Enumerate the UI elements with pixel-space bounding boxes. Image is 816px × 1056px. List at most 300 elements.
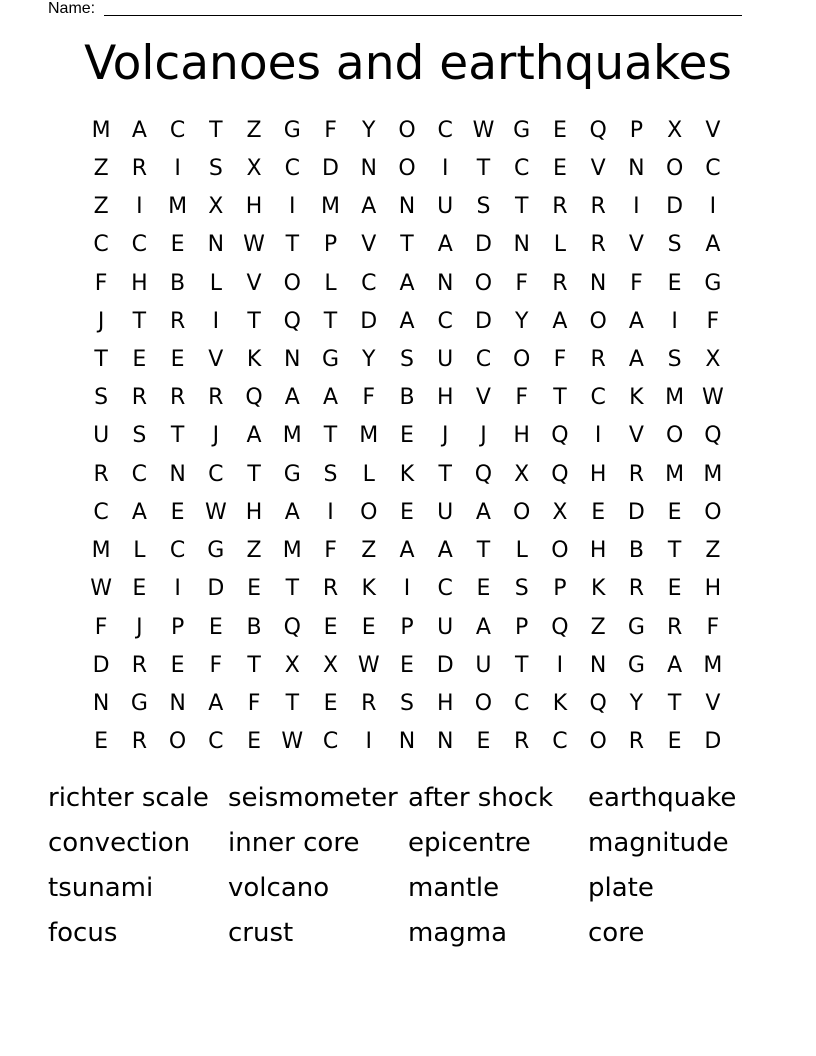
grid-letter: A xyxy=(628,347,644,373)
grid-letter: A xyxy=(437,232,453,258)
word-list-item: crust xyxy=(228,918,294,948)
grid-letter: N xyxy=(436,729,454,755)
grid-letter: T xyxy=(438,461,452,487)
grid-letter: X xyxy=(246,155,262,181)
grid-letter: R xyxy=(552,194,568,220)
grid-letter: O xyxy=(589,308,607,334)
grid-letter: B xyxy=(399,385,415,411)
grid-letter: W xyxy=(701,385,724,411)
grid-letter: D xyxy=(474,308,492,334)
grid-letter: G xyxy=(627,652,645,678)
grid-letter: M xyxy=(665,385,685,411)
grid-letter: M xyxy=(665,461,685,487)
grid-letter: R xyxy=(590,347,606,373)
grid-letter: A xyxy=(322,385,339,411)
grid-letter: P xyxy=(629,117,644,143)
grid-letter: C xyxy=(284,155,300,181)
grid-letter: D xyxy=(627,499,645,525)
grid-letter: T xyxy=(514,652,529,678)
grid-letter: G xyxy=(207,538,225,564)
grid-letter: Q xyxy=(551,423,569,449)
grid-letter: M xyxy=(703,652,723,678)
grid-letter: T xyxy=(247,308,261,334)
grid-letter: S xyxy=(667,347,682,373)
grid-letter: A xyxy=(475,614,491,640)
grid-letter: X xyxy=(208,194,224,220)
name-field xyxy=(48,0,742,18)
grid-letter: E xyxy=(208,614,223,640)
grid-letter: P xyxy=(323,232,338,258)
grid-letter: A xyxy=(705,232,721,258)
grid-letter: O xyxy=(283,270,301,296)
grid-letter: R xyxy=(93,461,109,487)
grid-letter: E xyxy=(667,576,682,602)
grid-letter: K xyxy=(552,691,568,717)
grid-letter: F xyxy=(706,614,720,640)
grid-letter: K xyxy=(590,576,606,602)
grid-letter: F xyxy=(324,117,337,143)
grid-letter: D xyxy=(704,729,722,755)
grid-letter: F xyxy=(324,538,337,564)
word-list-item: seismometer xyxy=(228,783,398,813)
grid-letter: R xyxy=(666,614,683,640)
grid-letter: R xyxy=(361,691,377,717)
grid-letter: E xyxy=(591,499,606,525)
grid-letter: Z xyxy=(705,538,721,564)
grid-letter: O xyxy=(513,499,531,525)
grid-letter: K xyxy=(399,461,415,487)
grid-letter: V xyxy=(705,117,721,143)
grid-letter: O xyxy=(513,347,531,373)
grid-letter: D xyxy=(207,576,225,602)
grid-letter: E xyxy=(247,576,261,602)
grid-letter: T xyxy=(247,652,261,678)
grid-letter: E xyxy=(400,423,414,449)
grid-letter: T xyxy=(285,576,300,602)
grid-letter: T xyxy=(323,423,338,449)
grid-letter: E xyxy=(170,347,185,373)
grid-letter: A xyxy=(399,538,415,564)
grid-letter: S xyxy=(132,423,147,449)
grid-letter: M xyxy=(321,194,341,220)
grid-letter: T xyxy=(132,308,147,334)
grid-letter: W xyxy=(204,499,227,525)
grid-letter: H xyxy=(131,270,148,296)
grid-letter: Z xyxy=(93,155,109,181)
grid-letter: Z xyxy=(590,614,606,640)
grid-letter: H xyxy=(513,423,530,449)
grid-letter: F xyxy=(209,652,223,678)
grid-letter: R xyxy=(552,270,568,296)
grid-letter: D xyxy=(436,652,454,678)
word-list-item: focus xyxy=(48,918,118,948)
grid-letter: Z xyxy=(361,538,377,564)
word-list-item: after shock xyxy=(408,783,554,813)
grid-letter: G xyxy=(704,270,722,296)
grid-letter: C xyxy=(437,308,453,334)
grid-letter: V xyxy=(246,270,262,296)
grid-letter: C xyxy=(552,729,568,755)
grid-letter: U xyxy=(437,194,454,220)
grid-letter: Q xyxy=(551,614,569,640)
grid-letter: K xyxy=(629,385,644,411)
grid-letter: N xyxy=(284,347,301,373)
grid-letter: V xyxy=(628,423,644,449)
grid-letter: K xyxy=(246,347,262,373)
grid-letter: R xyxy=(322,576,339,602)
grid-letter: R xyxy=(131,729,147,755)
grid-letter: G xyxy=(627,614,645,640)
grid-letter: J xyxy=(212,423,220,449)
grid-letter: V xyxy=(590,155,606,181)
grid-letter: D xyxy=(666,194,684,220)
grid-letter: L xyxy=(133,538,146,564)
word-list-item: tsunami xyxy=(48,873,154,903)
grid-letter: I xyxy=(289,194,296,220)
grid-letter: Y xyxy=(514,308,529,334)
grid-letter: U xyxy=(475,652,492,678)
grid-letter: S xyxy=(208,155,223,181)
grid-letter: G xyxy=(513,117,531,143)
grid-letter: Y xyxy=(362,117,376,143)
grid-letter: E xyxy=(667,499,682,525)
grid-letter: C xyxy=(93,499,109,525)
grid-letter: E xyxy=(132,576,147,602)
grid-letter: I xyxy=(212,308,220,334)
grid-letter: N xyxy=(207,232,225,258)
grid-letter: Q xyxy=(245,385,263,411)
grid-letter: A xyxy=(667,652,683,678)
grid-letter: X xyxy=(552,499,568,525)
grid-letter: A xyxy=(284,499,300,525)
grid-letter: F xyxy=(247,691,261,717)
grid-letter: V xyxy=(475,385,491,411)
name-label: Name: xyxy=(48,0,96,17)
word-list-item: core xyxy=(588,918,645,948)
grid-letter: V xyxy=(705,691,721,717)
grid-letter: C xyxy=(590,385,606,411)
grid-letter: N xyxy=(398,194,416,220)
grid-letter: I xyxy=(671,308,678,334)
grid-letter: E xyxy=(170,232,185,258)
grid-letter: T xyxy=(285,232,300,258)
grid-letter: X xyxy=(284,652,300,678)
grid-letter: H xyxy=(245,499,263,525)
grid-letter: R xyxy=(628,461,645,487)
grid-letter: A xyxy=(208,691,224,717)
grid-letter: Q xyxy=(474,461,493,487)
grid-letter: R xyxy=(169,308,186,334)
grid-letter: C xyxy=(361,270,377,296)
grid-letter: F xyxy=(94,614,108,640)
grid-letter: F xyxy=(515,270,529,296)
grid-letter: B xyxy=(246,614,262,640)
grid-letter: U xyxy=(93,423,110,449)
grid-letter: O xyxy=(398,155,416,181)
grid-letter: F xyxy=(630,270,643,296)
grid-letter: Q xyxy=(551,461,569,487)
grid-letter: J xyxy=(136,614,143,640)
grid-letter: M xyxy=(282,423,302,449)
grid-letter: W xyxy=(472,117,495,143)
grid-letter: O xyxy=(474,270,493,296)
grid-letter: G xyxy=(130,691,148,717)
grid-letter: T xyxy=(247,461,261,487)
grid-letter: U xyxy=(437,499,454,525)
grid-letter: J xyxy=(480,423,487,449)
grid-letter: W xyxy=(243,232,265,258)
grid-letter: A xyxy=(361,194,377,220)
grid-letter: H xyxy=(589,538,607,564)
grid-letter: T xyxy=(323,308,338,334)
name-underline xyxy=(104,15,742,16)
grid-letter: C xyxy=(437,117,453,143)
grid-letter: Z xyxy=(93,194,109,220)
grid-letter: T xyxy=(94,347,108,373)
grid-letter: O xyxy=(589,729,607,755)
grid-letter: N xyxy=(589,270,607,296)
grid-letter: C xyxy=(131,461,148,487)
grid-letter: Q xyxy=(704,423,722,449)
grid-letter: L xyxy=(553,232,567,258)
grid-letter: N xyxy=(169,691,186,717)
word-list-item: magma xyxy=(408,918,508,948)
grid-letter: X xyxy=(514,461,530,487)
grid-letter: O xyxy=(551,538,569,564)
grid-letter: M xyxy=(91,117,111,143)
grid-letter: M xyxy=(91,538,111,564)
grid-letter: A xyxy=(437,538,453,564)
grid-letter: E xyxy=(552,117,567,143)
grid-letter: Q xyxy=(589,691,607,717)
grid-letter: A xyxy=(131,117,147,143)
word-list xyxy=(48,776,768,956)
grid-letter: C xyxy=(475,347,492,373)
grid-letter: I xyxy=(441,155,449,181)
grid-letter: X xyxy=(322,652,339,678)
grid-letter: M xyxy=(703,461,723,487)
grid-letter: E xyxy=(361,614,376,640)
grid-letter: S xyxy=(94,385,109,411)
grid-letter: T xyxy=(170,423,185,449)
grid-letter: S xyxy=(400,347,414,373)
grid-letter: C xyxy=(131,232,148,258)
grid-letter: L xyxy=(324,270,337,296)
grid-letter: R xyxy=(590,194,606,220)
grid-letter: F xyxy=(553,347,567,373)
grid-letter: C xyxy=(514,691,530,717)
grid-letter: B xyxy=(628,538,644,564)
grid-letter: W xyxy=(90,576,112,602)
grid-letter: C xyxy=(208,729,224,755)
grid-letter: H xyxy=(436,691,454,717)
grid-letter: T xyxy=(476,538,491,564)
grid-letter: M xyxy=(168,194,188,220)
grid-letter: L xyxy=(209,270,222,296)
grid-letter: H xyxy=(245,194,263,220)
grid-letter: I xyxy=(327,499,334,525)
grid-letter: E xyxy=(94,729,109,755)
word-list-item: earthquake xyxy=(588,783,737,813)
grid-letter: G xyxy=(283,461,301,487)
word-list-item: epicentre xyxy=(408,828,531,858)
grid-letter: P xyxy=(170,614,185,640)
grid-letter: E xyxy=(667,270,682,296)
grid-letter: A xyxy=(628,308,644,334)
grid-letter: E xyxy=(476,576,491,602)
word-list-item: magnitude xyxy=(588,828,729,858)
grid-letter: G xyxy=(283,117,301,143)
grid-letter: C xyxy=(514,155,530,181)
grid-letter: R xyxy=(169,385,186,411)
grid-letter: N xyxy=(398,729,416,755)
grid-letter: A xyxy=(284,385,300,411)
grid-letter: C xyxy=(169,538,186,564)
grid-letter: A xyxy=(131,499,147,525)
grid-letter: D xyxy=(92,652,110,678)
grid-letter: T xyxy=(476,155,491,181)
grid-letter: R xyxy=(131,155,147,181)
grid-letter: Q xyxy=(283,614,301,640)
word-search-grid xyxy=(82,111,732,761)
grid-letter: E xyxy=(400,499,414,525)
grid-letter: J xyxy=(441,423,449,449)
grid-letter: Z xyxy=(246,117,262,143)
grid-letter: A xyxy=(399,308,415,334)
grid-letter: P xyxy=(515,614,529,640)
word-list-item: volcano xyxy=(228,873,330,903)
grid-letter: T xyxy=(514,194,529,220)
grid-letter: R xyxy=(590,232,606,258)
grid-letter: F xyxy=(706,308,720,334)
grid-letter: E xyxy=(132,347,147,373)
grid-letter: I xyxy=(594,423,602,449)
grid-letter: N xyxy=(92,691,110,717)
grid-letter: U xyxy=(437,347,454,373)
grid-letter: U xyxy=(437,614,454,640)
grid-letter: O xyxy=(474,691,493,717)
grid-letter: S xyxy=(400,691,414,717)
grid-letter: O xyxy=(665,155,684,181)
grid-letter: I xyxy=(365,729,372,755)
grid-letter: Z xyxy=(246,538,262,564)
grid-letter: I xyxy=(136,194,143,220)
grid-letter: B xyxy=(170,270,186,296)
grid-letter: M xyxy=(282,538,302,564)
grid-letter: O xyxy=(704,499,722,525)
grid-letter: V xyxy=(208,347,224,373)
grid-letter: E xyxy=(323,691,338,717)
grid-letter: Q xyxy=(589,117,607,143)
grid-letter: H xyxy=(589,461,607,487)
grid-letter: G xyxy=(321,347,340,373)
grid-letter: L xyxy=(362,461,375,487)
grid-letter: X xyxy=(705,347,721,373)
grid-letter: M xyxy=(359,423,379,449)
grid-letter: A xyxy=(475,499,491,525)
grid-letter: C xyxy=(322,729,339,755)
grid-letter: V xyxy=(361,232,377,258)
word-list-item: inner core xyxy=(228,828,360,858)
grid-letter: R xyxy=(514,729,530,755)
grid-letter: F xyxy=(362,385,376,411)
grid-letter: O xyxy=(398,117,416,143)
grid-letter: E xyxy=(667,729,682,755)
grid-letter: R xyxy=(208,385,224,411)
grid-letter: T xyxy=(285,691,300,717)
grid-letter: D xyxy=(474,232,492,258)
grid-letter: R xyxy=(131,652,147,678)
grid-letter: I xyxy=(174,155,181,181)
grid-letter: A xyxy=(399,270,415,296)
grid-letter: F xyxy=(515,385,529,411)
grid-letter: K xyxy=(361,576,376,602)
grid-letter: T xyxy=(667,691,682,717)
grid-letter: I xyxy=(403,576,411,602)
grid-letter: E xyxy=(247,729,261,755)
grid-letter: O xyxy=(360,499,378,525)
word-list-item: convection xyxy=(48,828,191,858)
grid-letter: S xyxy=(667,232,682,258)
grid-letter: N xyxy=(628,155,645,181)
grid-letter: C xyxy=(169,117,186,143)
grid-letter: D xyxy=(360,308,378,334)
grid-letter: I xyxy=(633,194,640,220)
grid-letter: R xyxy=(628,576,645,602)
grid-letter: T xyxy=(667,538,682,564)
grid-letter: W xyxy=(357,652,380,678)
grid-letter: C xyxy=(437,576,453,602)
grid-letter: P xyxy=(553,576,567,602)
grid-letter: N xyxy=(436,270,454,296)
grid-letter: P xyxy=(400,614,414,640)
grid-letter: E xyxy=(170,499,185,525)
grid-letter: N xyxy=(589,652,607,678)
grid-letter: E xyxy=(400,652,414,678)
grid-letter: A xyxy=(552,308,568,334)
grid-letter: R xyxy=(628,729,645,755)
grid-letter: N xyxy=(513,232,530,258)
grid-letter: C xyxy=(93,232,109,258)
grid-letter: O xyxy=(168,729,187,755)
grid-letter: E xyxy=(476,729,491,755)
grid-letter: D xyxy=(322,155,339,181)
grid-letter: E xyxy=(552,155,567,181)
grid-letter: H xyxy=(704,576,722,602)
grid-letter: S xyxy=(476,194,491,220)
grid-letter: L xyxy=(515,538,528,564)
grid-letter: E xyxy=(170,652,185,678)
grid-letter: A xyxy=(246,423,262,449)
word-list-item: plate xyxy=(588,873,654,903)
grid-letter: S xyxy=(514,576,529,602)
grid-letter: T xyxy=(400,232,414,258)
grid-letter: V xyxy=(628,232,644,258)
grid-letter: I xyxy=(556,652,564,678)
grid-letter: Y xyxy=(629,691,644,717)
grid-letter: E xyxy=(323,614,338,640)
grid-letter: X xyxy=(667,117,683,143)
grid-letter: I xyxy=(709,194,717,220)
grid-letter: O xyxy=(665,423,684,449)
grid-letter: C xyxy=(208,461,224,487)
grid-letter: T xyxy=(209,117,223,143)
grid-letter: W xyxy=(281,729,304,755)
grid-letter: T xyxy=(553,385,567,411)
grid-letter: C xyxy=(705,155,721,181)
word-list-item: richter scale xyxy=(48,783,209,813)
grid-letter: R xyxy=(131,385,147,411)
